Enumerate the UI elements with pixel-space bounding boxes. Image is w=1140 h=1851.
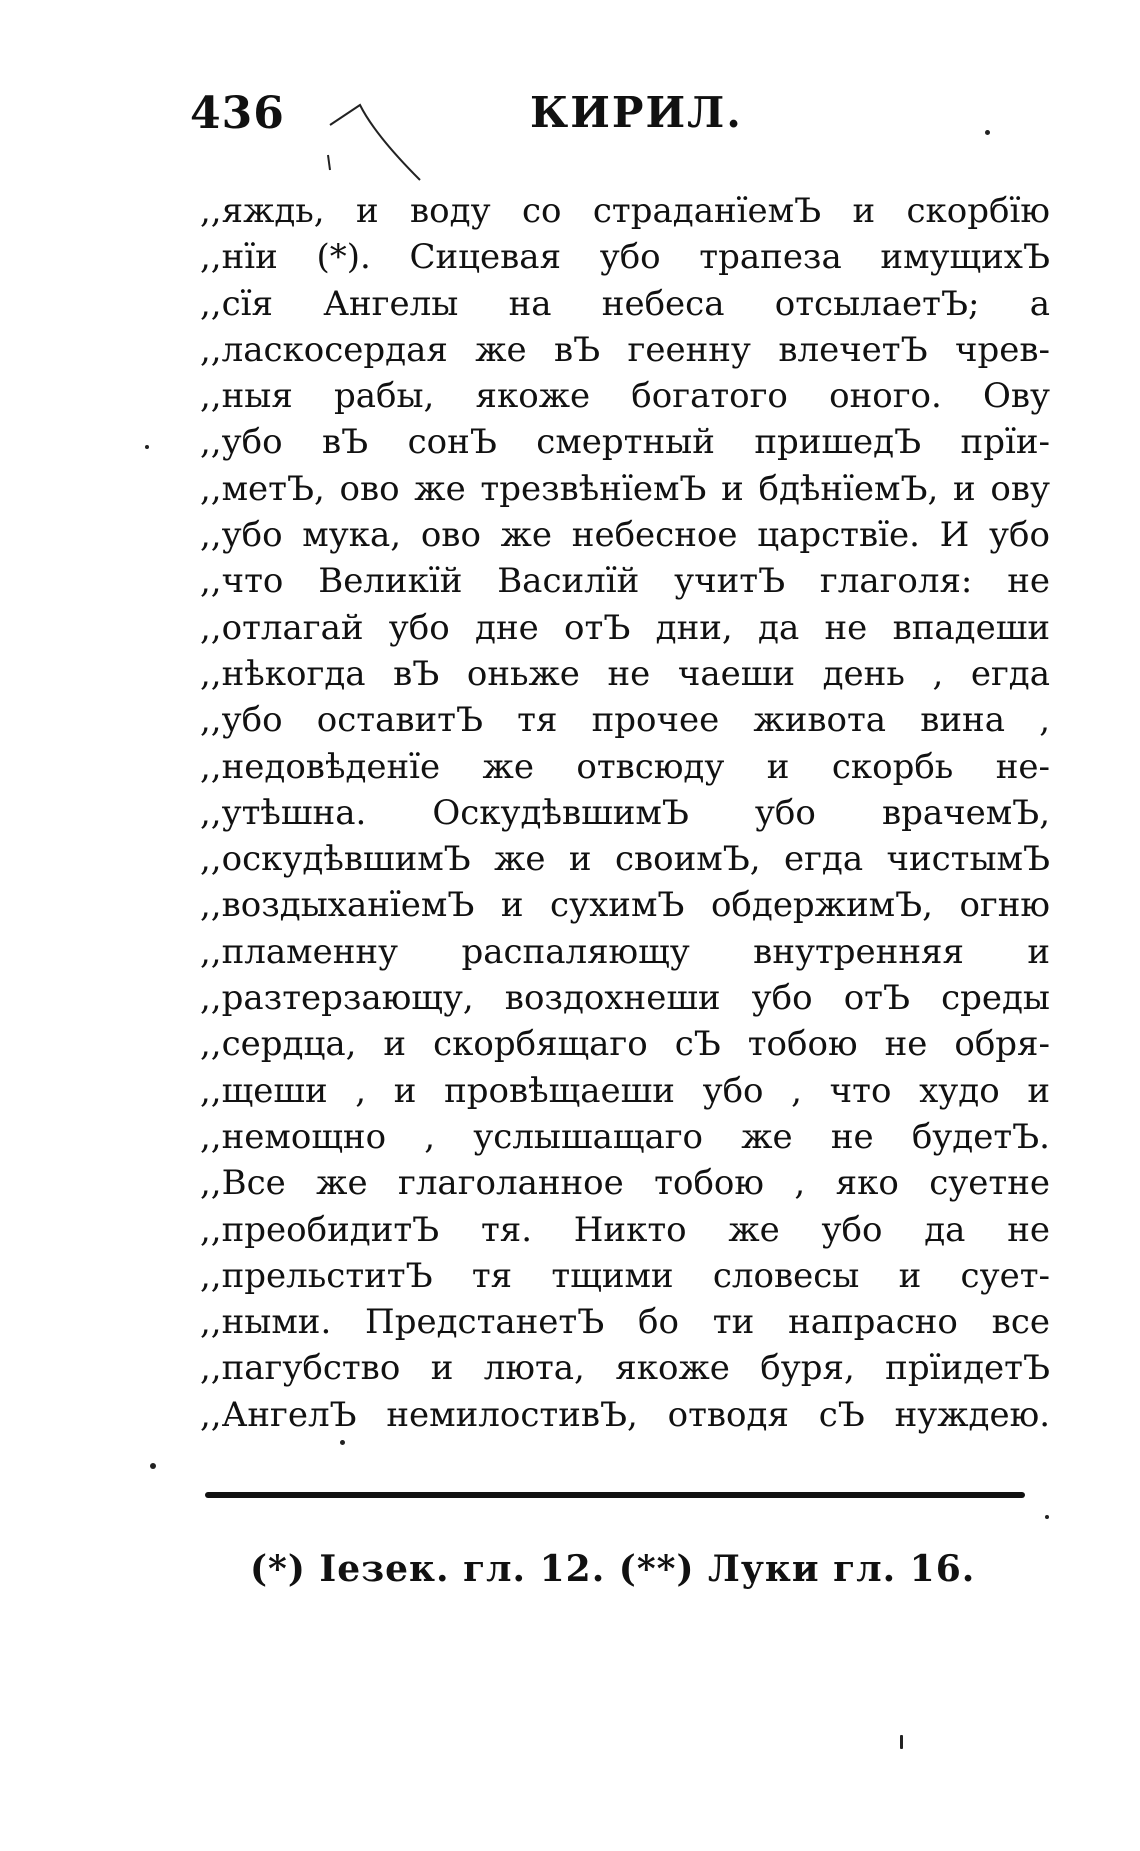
text-line: ,,Все же глаголанное тобою , яко суетне [200,1163,1050,1204]
text-line: ,,немощно , услышащаго же не будетЪ. [200,1116,1050,1157]
pencil-mark-icon [325,95,435,185]
text-line: ,,нѣкогда вЪ оньже не чаеши день , егда [200,653,1050,694]
text-line: ,,оскудѣвшимЪ же и своимЪ, егда чистымЪ [200,839,1050,880]
footnote-rule [205,1492,1025,1498]
text-line: ,,недовѣденïе же отвсюду и скорбь не- [200,746,1050,787]
ink-speck [1045,1515,1049,1519]
text-line: ,,сердца, и скорбящаго сЪ тобою не обря- [200,1024,1050,1065]
text-line: ,,пламенну распаляющу внутренняя и [200,931,1050,972]
text-line: ,,ласкосердая же вЪ геенну влечетЪ чрев- [200,329,1050,370]
text-line: ,,сïя Ангелы на небеса отсылаетЪ; а [200,283,1050,324]
text-line: ,,пагубство и люта, якоже буря, прïидетЪ [200,1348,1050,1389]
footnote: (*) Iезек. гл. 12. (**) Луки гл. 16. [250,1548,976,1590]
text-line: ,,прельститЪ тя тщими словесы и сует- [200,1255,1050,1296]
text-line: ,,разтерзающу, воздохнеши убо отЪ среды [200,978,1050,1019]
text-line: ,,отлагай убо дне отЪ дни, да не впадеши [200,607,1050,648]
body-text [200,188,1050,1438]
ink-speck [985,130,990,135]
running-head: КИРИЛ. [530,88,743,137]
text-line: ,,преобидитЪ тя. Никто же убо да не [200,1209,1050,1250]
text-line: ,,убо оставитЪ тя прочее живота вина , [200,700,1050,741]
text-line: ,,щеши , и провѣщаеши убо , что худо и [200,1070,1050,1111]
text-line: ,,ными. ПредстанетЪ бо ти напрасно все [200,1302,1050,1343]
text-line: ,,ныя рабы, якоже богатого оного. Ову [200,376,1050,417]
text-line: ,,что Великïй Василïй учитЪ глаголя: не [200,561,1050,602]
ink-speck [145,445,149,449]
ink-speck [150,1463,156,1469]
ink-speck [900,1735,903,1749]
text-line: ,,убо вЪ сонЪ смертный пришедЪ прïи- [200,422,1050,463]
text-line: ,,утѣшна. ОскудѣвшимЪ убо врачемЪ, [200,792,1050,833]
text-line: ,,АнгелЪ немилостивЪ, отводя сЪ нуждею. [200,1394,1050,1435]
text-line: ,,убо мука, ово же небесное царствïе. И убо [200,515,1050,556]
page-number: 436 [190,88,285,139]
text-line: ,,воздыханïемЪ и сухимЪ обдержимЪ, огню [200,885,1050,926]
text-line: ,,метЪ, ово же трезвѣнïемЪ и бдѣнïемЪ, и ову [200,468,1050,509]
page-header [190,88,1050,148]
ink-speck [340,1440,345,1445]
text-line: ,,яждь, и воду со страданïемЪ и скорбïю [200,191,1050,231]
text-line: ,,нïи (*). Сицевая убо трапеза имущихЪ [200,237,1050,278]
